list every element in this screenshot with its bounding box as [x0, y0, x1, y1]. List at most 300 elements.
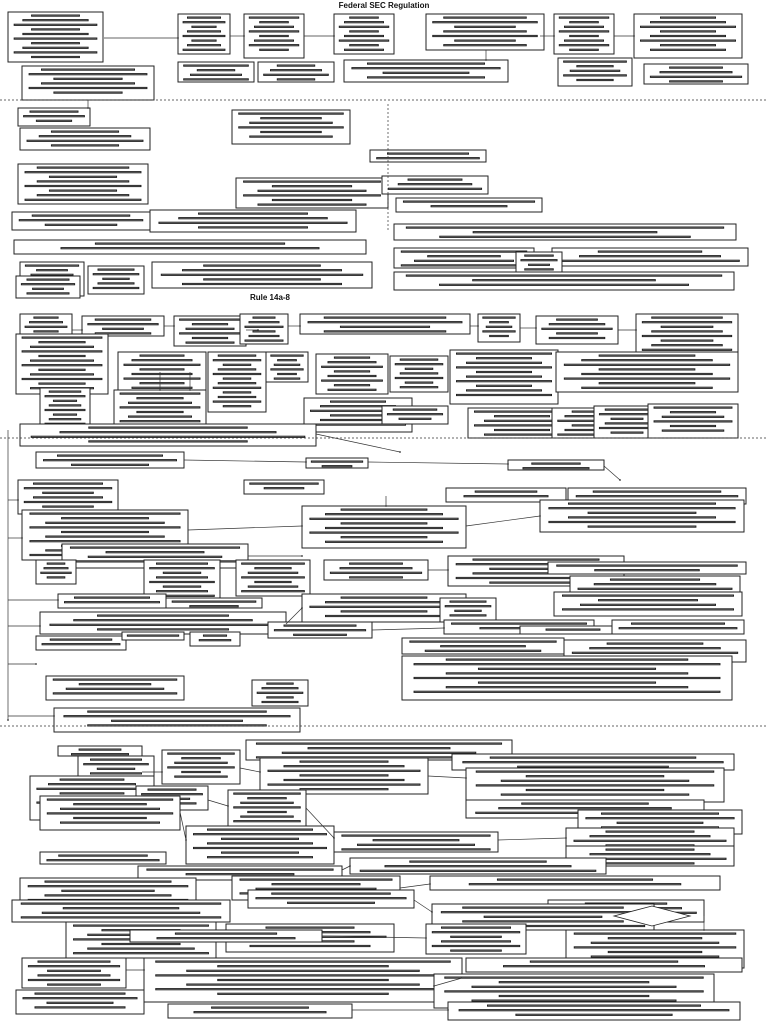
connector-line — [466, 516, 540, 526]
node-text-line — [414, 677, 720, 678]
node-text-line — [661, 340, 713, 341]
flow-node — [16, 276, 80, 298]
node-text-line — [168, 767, 235, 768]
arrow-head — [443, 627, 445, 629]
flow-node — [260, 758, 428, 794]
node-text-line — [183, 49, 225, 50]
arrow-head — [305, 461, 307, 463]
arrow-head — [535, 327, 537, 329]
node-text-line — [65, 602, 160, 603]
node-text-line — [39, 369, 85, 370]
node-text-line — [326, 527, 443, 528]
node-text-line — [88, 948, 195, 949]
node-text-line — [341, 537, 427, 538]
flow-node — [16, 990, 144, 1014]
node-text-line — [47, 813, 172, 814]
node-text-line — [47, 1002, 113, 1003]
node-text-line — [148, 789, 196, 790]
node-text-line — [342, 835, 490, 836]
node-text-line — [42, 644, 120, 645]
node-text-line — [446, 687, 688, 688]
node-text-line — [330, 572, 421, 573]
node-text-line — [186, 874, 294, 875]
node-text-line — [563, 595, 734, 596]
node-text-line — [103, 278, 129, 279]
node-text-line — [464, 496, 548, 497]
node-text-line — [501, 794, 689, 795]
node-text-line — [102, 943, 180, 944]
node-text-line — [256, 898, 406, 899]
node-text-line — [308, 322, 462, 323]
node-text-line — [30, 513, 180, 514]
node-text-line — [27, 293, 69, 294]
node-text-line — [393, 409, 437, 410]
flow-node — [394, 248, 534, 268]
node-text-line — [350, 563, 403, 564]
node-text-line — [250, 122, 333, 123]
node-text-line — [577, 79, 613, 80]
node-text-line — [256, 888, 376, 889]
flow-node — [448, 1002, 740, 1020]
node-text-line — [39, 342, 85, 343]
node-text-line — [559, 17, 608, 18]
node-text-line — [499, 808, 672, 809]
node-text-line — [549, 324, 605, 325]
flow-node — [248, 890, 414, 908]
node-text-line — [322, 380, 383, 381]
node-text-line — [24, 488, 111, 489]
node-text-line — [183, 35, 225, 36]
node-text-line — [255, 568, 291, 569]
node-text-line — [582, 387, 713, 388]
node-text-line — [61, 248, 319, 249]
flow-node — [244, 480, 324, 494]
node-text-line — [294, 634, 347, 635]
node-text-line — [522, 803, 649, 804]
node-text-line — [49, 391, 81, 392]
flow-node — [40, 612, 286, 634]
node-text-line — [651, 49, 726, 50]
node-text-line — [204, 279, 321, 280]
flow-node — [58, 746, 142, 756]
node-text-line — [260, 49, 289, 50]
node-text-line — [484, 916, 602, 917]
node-text-line — [405, 368, 433, 369]
flow-node — [552, 248, 748, 266]
node-text-line — [63, 908, 179, 909]
flow-node — [426, 924, 526, 954]
node-text-line — [255, 581, 291, 582]
node-text-line — [670, 425, 715, 426]
node-text-line — [248, 798, 287, 799]
node-text-line — [590, 648, 721, 649]
node-text-line — [610, 579, 699, 580]
flow-node — [440, 598, 496, 622]
node-text-line — [22, 365, 102, 366]
node-text-line — [473, 559, 599, 560]
node-text-line — [328, 389, 376, 390]
node-text-line — [331, 415, 386, 416]
node-text-line — [124, 378, 200, 379]
node-text-line — [218, 966, 389, 967]
node-text-line — [95, 319, 151, 320]
node-text-line — [661, 326, 713, 327]
flow-node-box — [40, 852, 166, 864]
node-text-line — [25, 265, 78, 266]
node-text-line — [34, 331, 58, 332]
flow-node — [12, 900, 230, 922]
node-text-line — [606, 863, 694, 864]
connector-line — [428, 776, 466, 778]
node-text-line — [218, 355, 256, 356]
node-text-line — [234, 793, 301, 794]
flow-node — [382, 176, 488, 194]
node-text-line — [62, 531, 149, 532]
node-text-line — [159, 222, 347, 223]
flow-node — [334, 14, 394, 54]
node-text-line — [611, 432, 643, 433]
node-text-line — [446, 659, 688, 660]
arrow-head — [173, 325, 175, 327]
node-text-line — [222, 838, 299, 839]
node-text-line — [445, 977, 703, 978]
node-text-line — [559, 45, 608, 46]
node-text-line — [651, 35, 726, 36]
node-text-line — [490, 335, 509, 336]
node-text-line — [383, 72, 469, 73]
node-text-line — [50, 624, 276, 625]
node-text-line — [156, 989, 451, 990]
node-text-line — [328, 362, 376, 363]
node-text-line — [53, 414, 76, 415]
node-text-line — [260, 22, 289, 23]
node-text-line — [526, 776, 664, 777]
node-text-line — [182, 771, 221, 772]
node-text-line — [244, 181, 381, 182]
node-text-line — [249, 322, 279, 323]
node-text-line — [42, 83, 135, 84]
flow-node — [430, 876, 720, 890]
arrow-head — [57, 599, 59, 601]
flow-node — [178, 14, 230, 54]
node-layer — [8, 12, 748, 1020]
node-text-line — [137, 398, 183, 399]
node-text-line — [532, 463, 580, 464]
node-text-line — [186, 342, 234, 343]
node-text-line — [490, 582, 582, 583]
node-text-line — [88, 711, 267, 712]
node-text-line — [272, 186, 351, 187]
node-text-line — [574, 947, 736, 948]
node-text-line — [54, 78, 122, 79]
node-text-line — [180, 319, 241, 320]
arrow-head — [257, 329, 259, 331]
node-text-line — [518, 766, 669, 767]
node-text-line — [445, 606, 491, 607]
node-text-line — [339, 26, 388, 27]
node-text-line — [400, 387, 438, 388]
node-text-line — [22, 337, 102, 338]
node-text-line — [339, 40, 388, 41]
node-text-line — [559, 31, 608, 32]
flow-node-box — [244, 480, 324, 494]
node-text-line — [473, 280, 656, 281]
flow-node — [266, 352, 308, 382]
node-text-line — [414, 664, 720, 665]
node-text-line — [272, 884, 360, 885]
node-text-line — [59, 855, 148, 856]
flow-node — [382, 406, 448, 424]
flow-node — [344, 60, 508, 82]
connector-line — [400, 884, 430, 888]
node-text-line — [60, 432, 276, 433]
node-text-line — [53, 693, 177, 694]
node-text-line — [49, 176, 116, 177]
flow-node — [402, 656, 732, 700]
flow-node — [130, 930, 322, 942]
node-text-line — [608, 938, 702, 939]
flow-node — [466, 768, 724, 802]
node-text-line — [261, 118, 322, 119]
flow-node — [114, 390, 206, 426]
node-text-line — [469, 884, 681, 885]
node-text-line — [137, 411, 183, 412]
node-text-line — [350, 45, 379, 46]
node-text-line — [360, 870, 596, 871]
node-text-line — [590, 836, 710, 837]
arrow-head — [399, 451, 401, 453]
node-text-line — [132, 373, 192, 374]
node-text-line — [284, 625, 356, 626]
node-text-line — [324, 331, 446, 332]
flow-node — [236, 178, 388, 208]
node-text-line — [250, 483, 318, 484]
node-text-line — [565, 40, 604, 41]
node-text-line — [457, 353, 552, 354]
flow-node — [548, 562, 746, 574]
node-text-line — [61, 808, 160, 809]
node-text-line — [485, 434, 560, 435]
node-text-line — [310, 518, 458, 519]
flow-node-box — [612, 620, 744, 634]
node-text-line — [32, 56, 80, 57]
node-text-line — [406, 275, 721, 276]
node-text-line — [477, 358, 532, 359]
node-text-line — [572, 652, 737, 653]
node-text-line — [542, 328, 612, 329]
node-text-line — [324, 317, 446, 318]
node-text-line — [549, 337, 605, 338]
flow-node-box — [636, 314, 738, 354]
node-text-line — [261, 131, 322, 132]
arrow-head — [161, 771, 163, 773]
flow-node — [190, 632, 240, 646]
node-text-line — [37, 181, 129, 182]
node-text-line — [590, 854, 710, 855]
node-text-line — [570, 49, 599, 50]
node-text-line — [271, 369, 303, 370]
arrow-head — [349, 865, 351, 867]
node-text-line — [21, 917, 221, 918]
node-text-line — [670, 412, 715, 413]
flow-node — [258, 62, 334, 82]
node-text-line — [570, 35, 599, 36]
node-text-line — [526, 789, 664, 790]
flow-node — [162, 750, 240, 784]
flow-node — [40, 852, 166, 864]
node-text-line — [322, 366, 383, 367]
node-text-line — [570, 22, 599, 23]
node-text-line — [14, 52, 97, 53]
node-text-line — [504, 966, 705, 967]
connector-line — [498, 838, 566, 840]
node-text-line — [172, 601, 256, 602]
node-text-line — [467, 376, 542, 377]
node-text-line — [74, 953, 209, 954]
arrow-head — [21, 537, 23, 539]
node-text-line — [414, 691, 720, 692]
node-text-line — [98, 615, 229, 616]
node-text-line — [563, 609, 734, 610]
node-text-line — [23, 998, 137, 999]
node-text-line — [62, 518, 149, 519]
flow-node-box — [548, 562, 746, 574]
flow-node — [152, 262, 372, 288]
node-text-line — [350, 17, 379, 18]
node-text-line — [440, 284, 689, 285]
node-text-line — [642, 349, 731, 350]
flow-node — [334, 832, 498, 852]
node-text-line — [574, 933, 736, 934]
node-text-line — [277, 65, 314, 66]
node-text-line — [557, 319, 598, 320]
node-text-line — [58, 455, 163, 456]
node-text-line — [253, 317, 275, 318]
node-text-line — [444, 45, 527, 46]
flow-node — [466, 958, 742, 972]
flow-node-box — [370, 150, 486, 162]
node-text-line — [267, 697, 293, 698]
node-text-line — [239, 127, 344, 128]
node-text-line — [591, 942, 719, 943]
flow-node — [228, 790, 306, 828]
node-text-line — [501, 780, 689, 781]
flow-node-box — [396, 198, 542, 212]
node-text-line — [257, 692, 303, 693]
node-text-line — [161, 274, 362, 275]
node-text-line — [467, 362, 542, 363]
flow-node-box — [130, 930, 322, 942]
flow-node — [82, 316, 164, 336]
node-text-line — [32, 29, 80, 30]
node-text-line — [561, 260, 740, 261]
node-text-line — [450, 615, 486, 616]
node-text-line — [74, 804, 147, 805]
arrow-head — [81, 329, 83, 331]
node-text-line — [652, 345, 723, 346]
node-text-line — [444, 17, 527, 18]
flow-node — [426, 14, 544, 50]
node-text-line — [606, 849, 694, 850]
node-text-line — [21, 284, 74, 285]
node-text-line — [218, 383, 256, 384]
flow-node — [174, 316, 246, 346]
node-text-line — [262, 688, 298, 689]
node-text-line — [440, 236, 691, 237]
node-text-line — [388, 188, 481, 189]
node-text-line — [192, 324, 227, 325]
node-text-line — [245, 326, 283, 327]
node-text-line — [477, 371, 532, 372]
node-text-line — [47, 577, 65, 578]
node-text-line — [34, 497, 103, 498]
node-text-line — [401, 265, 526, 266]
node-text-line — [244, 195, 381, 196]
node-text-line — [89, 427, 247, 428]
flow-node — [636, 314, 738, 354]
node-text-line — [576, 496, 738, 497]
arrow-head — [635, 329, 637, 331]
arrow-head — [507, 463, 509, 465]
node-text-line — [441, 646, 526, 647]
node-text-line — [406, 227, 723, 228]
node-text-line — [278, 373, 297, 374]
node-text-line — [256, 743, 501, 744]
node-text-line — [490, 757, 696, 758]
arrow-head — [299, 325, 301, 327]
arrow-head — [35, 663, 37, 665]
node-text-line — [142, 794, 203, 795]
node-text-line — [186, 328, 234, 329]
node-text-line — [45, 895, 171, 896]
node-text-line — [208, 857, 313, 858]
flow-node — [232, 110, 350, 144]
node-text-line — [486, 326, 512, 327]
node-text-line — [241, 802, 294, 803]
node-text-line — [182, 758, 221, 759]
node-text-line — [180, 333, 241, 334]
node-text-line — [342, 849, 490, 850]
node-text-line — [127, 635, 178, 636]
node-text-line — [300, 761, 388, 762]
node-text-line — [451, 936, 502, 937]
flow-node — [516, 252, 562, 272]
node-text-line — [345, 35, 384, 36]
node-text-line — [274, 378, 300, 379]
node-text-line — [49, 784, 136, 785]
node-text-line — [602, 813, 719, 814]
node-text-line — [455, 610, 481, 611]
node-text-line — [368, 63, 485, 64]
node-text-line — [187, 970, 420, 971]
flow-node-box — [556, 352, 738, 392]
node-text-line — [477, 385, 532, 386]
node-text-line — [45, 409, 85, 410]
node-text-line — [652, 317, 723, 318]
node-text-line — [660, 72, 732, 73]
node-text-line — [32, 43, 80, 44]
node-text-line — [25, 199, 141, 200]
node-text-line — [43, 506, 94, 507]
node-text-line — [25, 326, 67, 327]
node-text-line — [308, 748, 450, 749]
node-text-line — [654, 421, 732, 422]
node-text-line — [398, 184, 472, 185]
node-text-line — [213, 360, 261, 361]
arrow-head — [143, 969, 145, 971]
node-text-line — [599, 427, 654, 428]
node-text-line — [472, 1000, 676, 1001]
